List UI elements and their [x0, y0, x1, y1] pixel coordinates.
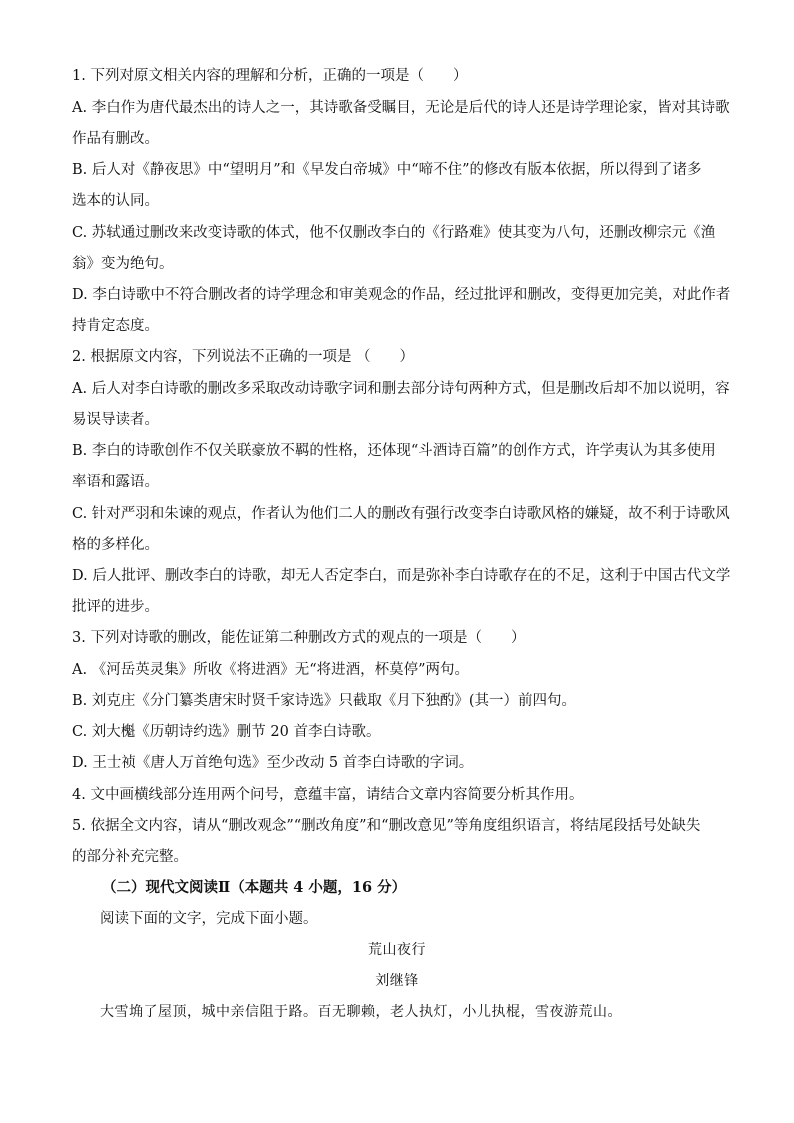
question-1-option-a-cont: 作品有删改。 [72, 131, 159, 147]
question-2-option-d: D. 后人批评、删改李白的诗歌，却无人否定李白，而是弥补李白诗歌存在的不足，这利于中国古代文学 [72, 568, 731, 584]
question-2-option-b: B. 李白的诗歌创作不仅关联豪放不羁的性格，还体现“斗酒诗百篇”的创作方式，许学夷认为其多使用 [72, 443, 716, 459]
question-1-option-d-cont: 持肯定态度。 [72, 318, 159, 334]
story-title: 荒山夜行 [368, 942, 426, 958]
question-2-option-b-cont: 率语和露语。 [72, 474, 159, 490]
question-1-option-c: C. 苏轼通过删改来改变诗歌的体式，他不仅删改李白的《行路难》使其变为八句，还删改柳宗元《渔 [72, 225, 716, 241]
question-3-option-c: C. 刘大櫆《历朝诗约选》删节 20 首李白诗歌。 [72, 724, 381, 740]
question-3-option-b: B. 刘克庄《分门纂类唐宋时贤千家诗选》只截取《月下独酌》(其一）前四句。 [72, 693, 577, 709]
question-5: 5. 依据全文内容，请从“删改观念”“删改角度”和“删改意见”等角度组织语言，将结尾段括号处缺失 [72, 818, 701, 834]
question-3-stem: 3. 下列对诗歌的删改，能佐证第二种删改方式的观点的一项是（ ） [72, 630, 526, 646]
story-first-line: 大雪埆了屋顶，城中亲信阻于路。百无聊赖，老人执灯，小儿执棍，雪夜游荒山。 [100, 1004, 622, 1020]
question-1-option-b-cont: 选本的认同。 [72, 193, 159, 209]
question-1-option-a: A. 李白作为唐代最杰出的诗人之一，其诗歌备受瞩目，无论是后代的诗人还是诗学理论家，皆对其诗歌 [72, 100, 730, 116]
question-4: 4. 文中画横线部分连用两个问号，意蕴丰富，请结合文章内容简要分析其作用。 [72, 787, 584, 803]
question-1-option-b: B. 后人对《静夜思》中“望明月”和《早发白帝城》中“啼不住”的修改有版本依据，所以得到了诸多 [72, 162, 702, 178]
section-instruction: 阅读下面的文字，完成下面小题。 [100, 911, 318, 927]
question-2-option-c-cont: 格的多样化。 [72, 537, 159, 553]
question-1-option-c-cont: 翁》变为绝句。 [72, 256, 174, 272]
section-heading: （二）现代文阅读Ⅱ（本题共 4 小题，16 分） [102, 879, 407, 896]
story-author: 刘继锋 [375, 973, 419, 989]
question-1-option-d: D. 李白诗歌中不符合删改者的诗学理念和审美观念的作品，经过批评和删改，变得更加完美，对此作者 [72, 287, 731, 303]
question-3-option-d: D. 王士祯《唐人万首绝句选》至少改动 5 首李白诗歌的字词。 [72, 755, 474, 771]
question-2-option-a-cont: 易误导读者。 [72, 412, 159, 428]
question-3-option-a: A. 《河岳英灵集》所收《将进酒》无“将进酒，杯莫停”两句。 [72, 662, 470, 678]
question-2-option-a: A. 后人对李白诗歌的删改多采取改动诗歌字词和删去部分诗句两种方式，但是删改后却不加以说明，容 [72, 381, 730, 397]
question-5-cont: 的部分补充完整。 [72, 849, 188, 865]
question-2-stem: 2. 根据原文内容，下列说法不正确的一项是 （ ） [72, 349, 415, 365]
question-2-option-d-cont: 批评的进步。 [72, 599, 159, 615]
question-1-stem: 1. 下列对原文相关内容的理解和分析，正确的一项是（ ） [72, 68, 468, 84]
question-2-option-c: C. 针对严羽和朱谏的观点，作者认为他们二人的删改有强行改变李白诗歌风格的嫌疑，故不利于诗歌风 [72, 506, 730, 522]
